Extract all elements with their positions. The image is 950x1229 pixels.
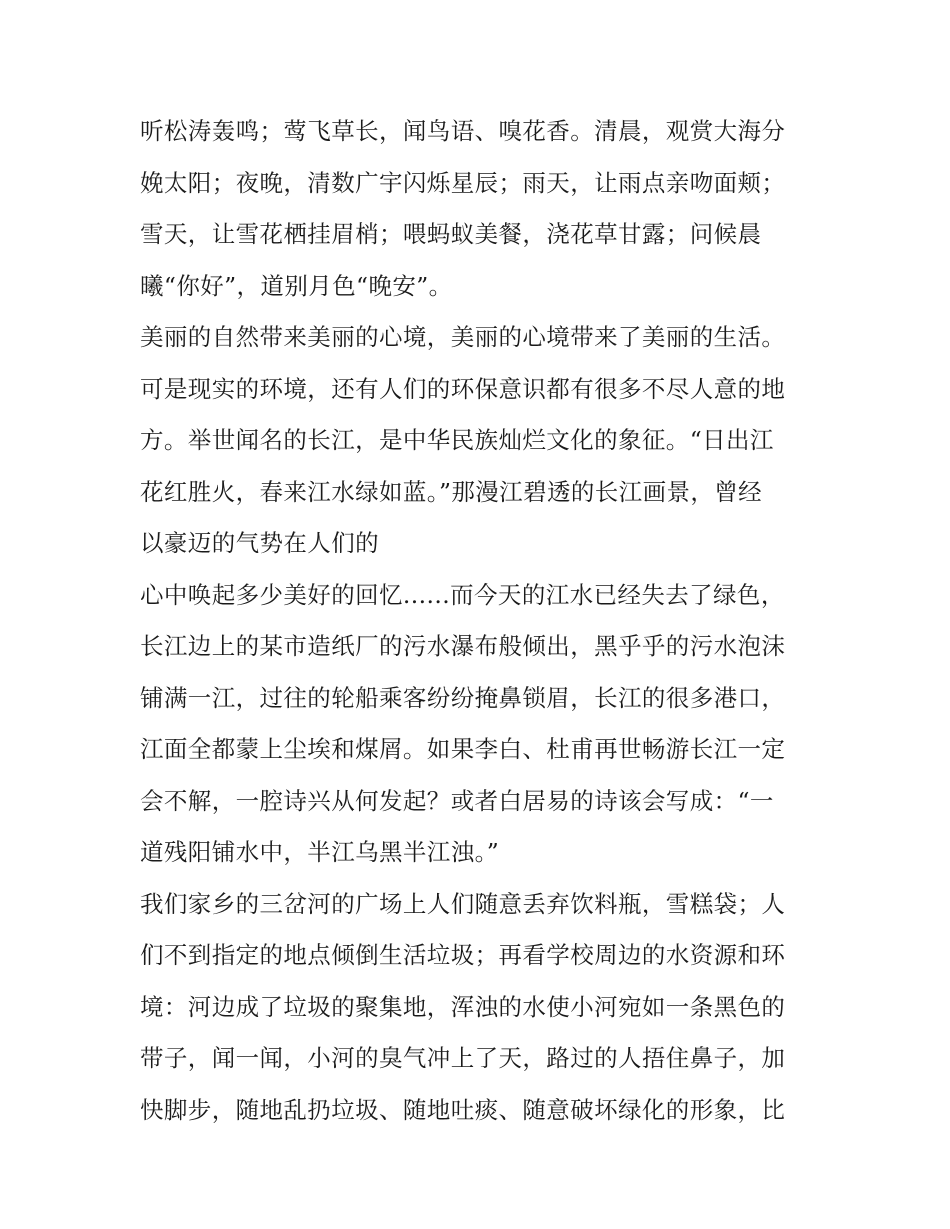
text-line: 娩太阳；夜晚，清数广宇闪烁星辰；雨天，让雨点亲吻面颊； — [140, 168, 786, 197]
text-line: 可是现实的环境，还有人们的环保意识都有很多不尽人意的地 — [140, 374, 786, 403]
text-line: 方。举世闻名的长江，是中华民族灿烂文化的象征。“日出江 — [140, 426, 774, 454]
text-line: 们不到指定的地点倾倒生活垃圾；再看学校周边的水资源和环 — [140, 941, 786, 969]
text-line: 雪天，让雪花栖挂眉梢；喂蚂蚁美餐，浇花草甘露；问候晨 — [140, 220, 762, 248]
text-line: 听松涛轰鸣；莺飞草长，闻鸟语、嗅花香。清晨，观赏大海分 — [140, 117, 786, 145]
text-line: 花红胜火，春来江水绿如蓝。”那漫江碧透的长江画景，曾经 — [140, 477, 763, 506]
text-line: 我们家乡的三岔河的广场上人们随意丢弃饮料瓶，雪糕袋；人 — [140, 889, 786, 918]
text-line: 长江边上的某市造纸厂的污水瀑布般倾出，黑乎乎的污水泡沫 — [140, 632, 786, 660]
text-line: 境：河边成了垃圾的聚集地，浑浊的水使小河宛如一条黑色的 — [140, 992, 786, 1021]
text-line: 江面全都蒙上尘埃和煤屑。如果李白、杜甫再世畅游长江一定 — [140, 735, 786, 763]
text-line: 会不解，一腔诗兴从何发起？或者白居易的诗该会写成：“一 — [140, 786, 774, 815]
text-line: 道残阳铺水中，半江乌黑半江浊。” — [140, 838, 500, 866]
body-text — [140, 106, 830, 1136]
text-line: 美丽的自然带来美丽的心境，美丽的心境带来了美丽的生活。 — [140, 323, 786, 351]
text-line: 快脚步，随地乱扔垃圾、随地吐痰、随意破坏绿化的形象，比 — [140, 1095, 786, 1124]
text-line: 铺满一江，过往的轮船乘客纷纷掩鼻锁眉，长江的很多港口， — [140, 683, 786, 712]
text-line: 带子，闻一闻，小河的臭气冲上了天，路过的人捂住鼻子，加 — [140, 1044, 786, 1072]
text-line: 曦“你好”，道别月色“晚安”。 — [140, 271, 453, 300]
text-line: 心中唤起多少美好的回忆......而今天的江水已经失去了绿色， — [140, 580, 785, 609]
text-line: 以豪迈的气势在人们的 — [140, 529, 379, 557]
